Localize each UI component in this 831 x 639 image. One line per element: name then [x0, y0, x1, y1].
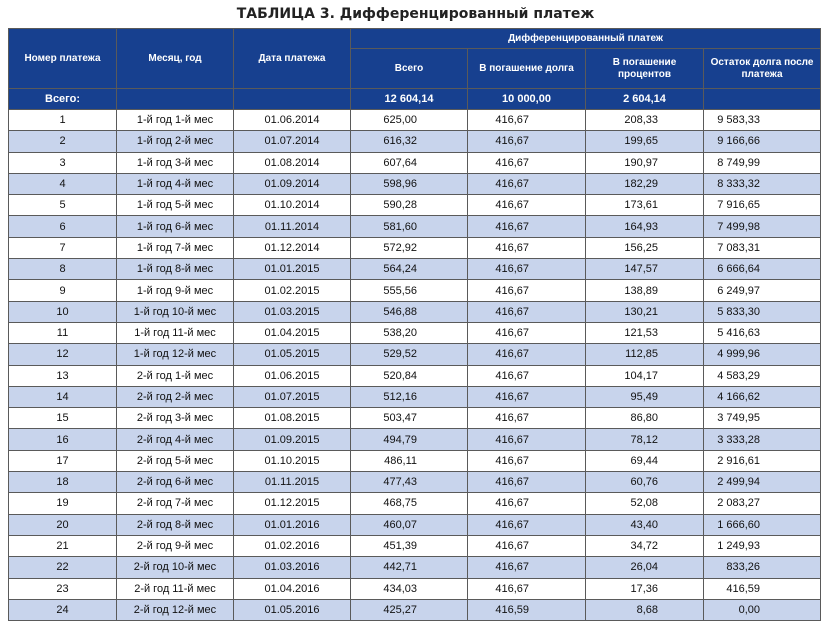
cell-month: 1-й год 1-й мес: [117, 110, 234, 131]
cell-total: 598,96: [351, 173, 468, 194]
table-row: [9, 110, 821, 131]
table-row: [9, 344, 821, 365]
cell-balance: 4 999,96: [704, 344, 821, 365]
payment-table: [8, 28, 821, 621]
cell-total: 512,16: [351, 386, 468, 407]
cell-total: 564,24: [351, 259, 468, 280]
cell-date: 01.03.2015: [234, 301, 351, 322]
cell-date: 01.10.2014: [234, 195, 351, 216]
cell-total: 572,92: [351, 237, 468, 258]
cell-balance: 6 249,97: [704, 280, 821, 301]
cell-balance: 5 833,30: [704, 301, 821, 322]
cell-debt: 416,67: [468, 216, 586, 237]
cell-date: 01.12.2015: [234, 493, 351, 514]
cell-month: 2-й год 6-й мес: [117, 472, 234, 493]
totals-empty-month: [117, 89, 234, 110]
table-row: [9, 578, 821, 599]
cell-total: 555,56: [351, 280, 468, 301]
cell-interest: 26,04: [586, 557, 704, 578]
cell-balance: 2 916,61: [704, 450, 821, 471]
cell-number: 17: [9, 450, 117, 471]
totals-label: Всего:: [9, 89, 117, 110]
cell-month: 1-й год 5-й мес: [117, 195, 234, 216]
cell-interest: 52,08: [586, 493, 704, 514]
cell-month: 2-й год 8-й мес: [117, 514, 234, 535]
cell-total: 477,43: [351, 472, 468, 493]
table-row: [9, 429, 821, 450]
cell-interest: 173,61: [586, 195, 704, 216]
cell-number: 21: [9, 535, 117, 556]
cell-balance: 833,26: [704, 557, 821, 578]
cell-month: 1-й год 9-й мес: [117, 280, 234, 301]
table-row: [9, 408, 821, 429]
table-row: [9, 450, 821, 471]
table-row: [9, 386, 821, 407]
cell-date: 01.07.2015: [234, 386, 351, 407]
cell-month: 1-й год 3-й мес: [117, 152, 234, 173]
header-interest: В погашение процентов: [586, 49, 704, 89]
cell-debt: 416,67: [468, 557, 586, 578]
cell-date: 01.07.2014: [234, 131, 351, 152]
totals-debt: 10 000,00: [468, 89, 586, 110]
cell-total: 468,75: [351, 493, 468, 514]
cell-total: 581,60: [351, 216, 468, 237]
cell-date: 01.11.2015: [234, 472, 351, 493]
cell-interest: 182,29: [586, 173, 704, 194]
cell-balance: 3 333,28: [704, 429, 821, 450]
cell-debt: 416,67: [468, 493, 586, 514]
cell-debt: 416,67: [468, 322, 586, 343]
cell-balance: 416,59: [704, 578, 821, 599]
cell-total: 520,84: [351, 365, 468, 386]
cell-number: 24: [9, 599, 117, 620]
cell-month: 2-й год 10-й мес: [117, 557, 234, 578]
cell-date: 01.02.2015: [234, 280, 351, 301]
totals-total: 12 604,14: [351, 89, 468, 110]
cell-interest: 78,12: [586, 429, 704, 450]
cell-date: 01.08.2015: [234, 408, 351, 429]
cell-debt: 416,67: [468, 535, 586, 556]
cell-debt: 416,67: [468, 450, 586, 471]
table-row: [9, 493, 821, 514]
cell-number: 10: [9, 301, 117, 322]
table-row: [9, 535, 821, 556]
table-row: [9, 599, 821, 620]
cell-interest: 95,49: [586, 386, 704, 407]
header-total: Всего: [351, 49, 468, 89]
cell-number: 3: [9, 152, 117, 173]
cell-month: 1-й год 10-й мес: [117, 301, 234, 322]
cell-interest: 130,21: [586, 301, 704, 322]
cell-total: 590,28: [351, 195, 468, 216]
cell-date: 01.02.2016: [234, 535, 351, 556]
cell-interest: 112,85: [586, 344, 704, 365]
cell-total: 607,64: [351, 152, 468, 173]
cell-interest: 43,40: [586, 514, 704, 535]
cell-number: 15: [9, 408, 117, 429]
table-row: [9, 173, 821, 194]
cell-total: 494,79: [351, 429, 468, 450]
cell-month: 2-й год 2-й мес: [117, 386, 234, 407]
header-balance: Остаток долга после платежа: [704, 49, 821, 89]
cell-date: 01.04.2016: [234, 578, 351, 599]
cell-date: 01.05.2015: [234, 344, 351, 365]
cell-debt: 416,67: [468, 386, 586, 407]
cell-debt: 416,67: [468, 578, 586, 599]
table-row: [9, 514, 821, 535]
cell-number: 22: [9, 557, 117, 578]
table-title: ТАБЛИЦА 3. Дифференцированный платеж: [236, 6, 595, 22]
cell-month: 2-й год 4-й мес: [117, 429, 234, 450]
table-row: [9, 301, 821, 322]
header-group: Дифференцированный платеж: [351, 29, 821, 49]
cell-total: 546,88: [351, 301, 468, 322]
cell-number: 11: [9, 322, 117, 343]
cell-balance: 6 666,64: [704, 259, 821, 280]
table-row: [9, 472, 821, 493]
cell-total: 434,03: [351, 578, 468, 599]
cell-number: 6: [9, 216, 117, 237]
cell-balance: 0,00: [704, 599, 821, 620]
cell-number: 7: [9, 237, 117, 258]
cell-month: 1-й год 6-й мес: [117, 216, 234, 237]
cell-balance: 7 916,65: [704, 195, 821, 216]
cell-interest: 17,36: [586, 578, 704, 599]
cell-interest: 8,68: [586, 599, 704, 620]
cell-month: 2-й год 1-й мес: [117, 365, 234, 386]
cell-month: 1-й год 12-й мес: [117, 344, 234, 365]
header-debt: В погашение долга: [468, 49, 586, 89]
cell-date: 01.06.2015: [234, 365, 351, 386]
cell-number: 12: [9, 344, 117, 365]
table-row: [9, 131, 821, 152]
cell-interest: 104,17: [586, 365, 704, 386]
cell-balance: 8 749,99: [704, 152, 821, 173]
cell-number: 9: [9, 280, 117, 301]
cell-month: 1-й год 7-й мес: [117, 237, 234, 258]
cell-total: 625,00: [351, 110, 468, 131]
cell-date: 01.09.2015: [234, 429, 351, 450]
cell-number: 23: [9, 578, 117, 599]
cell-number: 16: [9, 429, 117, 450]
cell-debt: 416,67: [468, 280, 586, 301]
cell-balance: 2 083,27: [704, 493, 821, 514]
table-row: [9, 365, 821, 386]
cell-month: 1-й год 11-й мес: [117, 322, 234, 343]
totals-interest: 2 604,14: [586, 89, 704, 110]
cell-interest: 86,80: [586, 408, 704, 429]
cell-interest: 147,57: [586, 259, 704, 280]
cell-total: 460,07: [351, 514, 468, 535]
cell-number: 1: [9, 110, 117, 131]
table-row: [9, 152, 821, 173]
header-month: Месяц, год: [117, 29, 234, 89]
cell-total: 486,11: [351, 450, 468, 471]
cell-number: 18: [9, 472, 117, 493]
cell-debt: 416,67: [468, 472, 586, 493]
cell-date: 01.10.2015: [234, 450, 351, 471]
cell-date: 01.06.2014: [234, 110, 351, 131]
cell-interest: 138,89: [586, 280, 704, 301]
table-row: [9, 195, 821, 216]
cell-month: 2-й год 9-й мес: [117, 535, 234, 556]
cell-month: 2-й год 12-й мес: [117, 599, 234, 620]
cell-date: 01.03.2016: [234, 557, 351, 578]
cell-balance: 9 583,33: [704, 110, 821, 131]
cell-number: 13: [9, 365, 117, 386]
cell-interest: 121,53: [586, 322, 704, 343]
cell-balance: 5 416,63: [704, 322, 821, 343]
cell-date: 01.08.2014: [234, 152, 351, 173]
cell-interest: 34,72: [586, 535, 704, 556]
cell-balance: 2 499,94: [704, 472, 821, 493]
cell-month: 1-й год 8-й мес: [117, 259, 234, 280]
cell-debt: 416,67: [468, 131, 586, 152]
cell-date: 01.01.2015: [234, 259, 351, 280]
cell-interest: 60,76: [586, 472, 704, 493]
cell-month: 2-й год 7-й мес: [117, 493, 234, 514]
cell-interest: 164,93: [586, 216, 704, 237]
cell-balance: 1 666,60: [704, 514, 821, 535]
cell-interest: 69,44: [586, 450, 704, 471]
cell-balance: 1 249,93: [704, 535, 821, 556]
cell-total: 529,52: [351, 344, 468, 365]
cell-debt: 416,67: [468, 152, 586, 173]
cell-balance: 8 333,32: [704, 173, 821, 194]
totals-empty-balance: [704, 89, 821, 110]
table-row: [9, 280, 821, 301]
header-number: Номер платежа: [9, 29, 117, 89]
cell-interest: 156,25: [586, 237, 704, 258]
cell-balance: 4 166,62: [704, 386, 821, 407]
cell-debt: 416,67: [468, 195, 586, 216]
cell-number: 2: [9, 131, 117, 152]
cell-interest: 208,33: [586, 110, 704, 131]
cell-number: 4: [9, 173, 117, 194]
cell-balance: 7 083,31: [704, 237, 821, 258]
cell-total: 442,71: [351, 557, 468, 578]
cell-debt: 416,59: [468, 599, 586, 620]
table-row: [9, 259, 821, 280]
cell-date: 01.11.2014: [234, 216, 351, 237]
cell-balance: 3 749,95: [704, 408, 821, 429]
cell-balance: 7 499,98: [704, 216, 821, 237]
cell-month: 1-й год 4-й мес: [117, 173, 234, 194]
cell-balance: 9 166,66: [704, 131, 821, 152]
cell-month: 2-й год 3-й мес: [117, 408, 234, 429]
table-body: [9, 110, 821, 621]
cell-number: 20: [9, 514, 117, 535]
table-row: [9, 237, 821, 258]
header-date: Дата платежа: [234, 29, 351, 89]
cell-total: 425,27: [351, 599, 468, 620]
cell-number: 14: [9, 386, 117, 407]
cell-date: 01.09.2014: [234, 173, 351, 194]
cell-debt: 416,67: [468, 259, 586, 280]
totals-empty-date: [234, 89, 351, 110]
cell-number: 5: [9, 195, 117, 216]
cell-balance: 4 583,29: [704, 365, 821, 386]
cell-debt: 416,67: [468, 301, 586, 322]
cell-interest: 199,65: [586, 131, 704, 152]
table-row: [9, 322, 821, 343]
cell-debt: 416,67: [468, 173, 586, 194]
cell-debt: 416,67: [468, 429, 586, 450]
cell-month: 1-й год 2-й мес: [117, 131, 234, 152]
cell-date: 01.05.2016: [234, 599, 351, 620]
cell-month: 2-й год 11-й мес: [117, 578, 234, 599]
cell-number: 8: [9, 259, 117, 280]
cell-date: 01.04.2015: [234, 322, 351, 343]
table-row: [9, 216, 821, 237]
cell-total: 503,47: [351, 408, 468, 429]
cell-debt: 416,67: [468, 365, 586, 386]
cell-number: 19: [9, 493, 117, 514]
cell-date: 01.12.2014: [234, 237, 351, 258]
cell-debt: 416,67: [468, 110, 586, 131]
cell-date: 01.01.2016: [234, 514, 351, 535]
cell-total: 451,39: [351, 535, 468, 556]
cell-debt: 416,67: [468, 344, 586, 365]
cell-interest: 190,97: [586, 152, 704, 173]
cell-total: 538,20: [351, 322, 468, 343]
cell-total: 616,32: [351, 131, 468, 152]
cell-debt: 416,67: [468, 237, 586, 258]
cell-month: 2-й год 5-й мес: [117, 450, 234, 471]
table-row: [9, 557, 821, 578]
cell-debt: 416,67: [468, 514, 586, 535]
cell-debt: 416,67: [468, 408, 586, 429]
